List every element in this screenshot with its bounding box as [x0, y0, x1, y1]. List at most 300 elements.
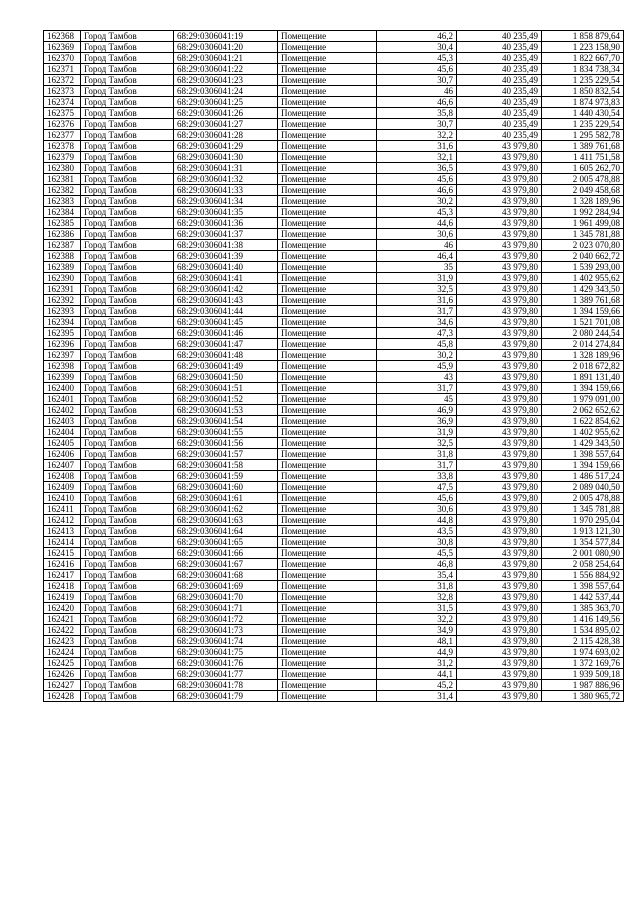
- cell-city: Город Тамбов: [81, 64, 174, 75]
- cell-cadastral-value: 1 429 343,50: [542, 438, 624, 449]
- cell-object-type: Помещение: [278, 603, 377, 614]
- cell-unit-value: 43 979,80: [457, 295, 542, 306]
- cell-cadastral-number: 68:29:0306041:47: [174, 339, 278, 350]
- cell-city: Город Тамбов: [81, 471, 174, 482]
- cell-row-number: 162398: [44, 361, 81, 372]
- table-row: [44, 207, 624, 218]
- cell-row-number: 162408: [44, 471, 81, 482]
- cell-city: Город Тамбов: [81, 581, 174, 592]
- table-row: [44, 581, 624, 592]
- cell-row-number: 162410: [44, 493, 81, 504]
- cell-unit-value: 40 235,49: [457, 53, 542, 64]
- cell-city: Город Тамбов: [81, 185, 174, 196]
- cell-row-number: 162425: [44, 658, 81, 669]
- cell-cadastral-value: 2 062 652,62: [542, 405, 624, 416]
- table-row: [44, 559, 624, 570]
- cell-unit-value: 43 979,80: [457, 152, 542, 163]
- cell-area: 45,9: [377, 361, 457, 372]
- cell-row-number: 162413: [44, 526, 81, 537]
- cell-cadastral-value: 1 440 430,54: [542, 108, 624, 119]
- cell-cadastral-value: 2 001 080,90: [542, 548, 624, 559]
- cell-cadastral-number: 68:29:0306041:71: [174, 603, 278, 614]
- cell-area: 46,6: [377, 97, 457, 108]
- cell-object-type: Помещение: [278, 361, 377, 372]
- cell-row-number: 162427: [44, 680, 81, 691]
- cell-object-type: Помещение: [278, 372, 377, 383]
- cell-cadastral-value: 1 380 965,72: [542, 691, 624, 702]
- cell-city: Город Тамбов: [81, 42, 174, 53]
- table-row: [44, 691, 624, 702]
- table-row: [44, 515, 624, 526]
- cell-unit-value: 40 235,49: [457, 86, 542, 97]
- cell-object-type: Помещение: [278, 240, 377, 251]
- cell-cadastral-number: 68:29:0306041:40: [174, 262, 278, 273]
- cell-object-type: Помещение: [278, 251, 377, 262]
- cell-cadastral-value: 1 992 284,94: [542, 207, 624, 218]
- cell-row-number: 162424: [44, 647, 81, 658]
- cell-cadastral-value: 1 345 781,88: [542, 229, 624, 240]
- cell-city: Город Тамбов: [81, 427, 174, 438]
- cell-area: 30,8: [377, 537, 457, 548]
- cell-cadastral-value: 1 834 738,34: [542, 64, 624, 75]
- cell-cadastral-value: 1 429 343,50: [542, 284, 624, 295]
- cell-area: 45,6: [377, 493, 457, 504]
- cell-object-type: Помещение: [278, 482, 377, 493]
- cell-object-type: Помещение: [278, 669, 377, 680]
- cell-unit-value: 43 979,80: [457, 383, 542, 394]
- cell-city: Город Тамбов: [81, 570, 174, 581]
- cell-cadastral-number: 68:29:0306041:34: [174, 196, 278, 207]
- cell-area: 31,6: [377, 295, 457, 306]
- cell-unit-value: 43 979,80: [457, 174, 542, 185]
- table-row: [44, 625, 624, 636]
- cell-city: Город Тамбов: [81, 559, 174, 570]
- cell-cadastral-value: 1 605 262,70: [542, 163, 624, 174]
- cell-row-number: 162369: [44, 42, 81, 53]
- cell-row-number: 162401: [44, 394, 81, 405]
- cell-row-number: 162390: [44, 273, 81, 284]
- cell-cadastral-number: 68:29:0306041:59: [174, 471, 278, 482]
- table-row: [44, 636, 624, 647]
- cell-unit-value: 43 979,80: [457, 185, 542, 196]
- cell-unit-value: 43 979,80: [457, 339, 542, 350]
- table-row: [44, 504, 624, 515]
- cell-row-number: 162391: [44, 284, 81, 295]
- cell-object-type: Помещение: [278, 141, 377, 152]
- cell-city: Город Тамбов: [81, 141, 174, 152]
- cell-unit-value: 43 979,80: [457, 284, 542, 295]
- cell-area: 45,8: [377, 339, 457, 350]
- cell-cadastral-value: 1 328 189,96: [542, 196, 624, 207]
- cell-city: Город Тамбов: [81, 383, 174, 394]
- cell-city: Город Тамбов: [81, 405, 174, 416]
- cell-area: 34,6: [377, 317, 457, 328]
- cell-area: 32,5: [377, 284, 457, 295]
- table-row: [44, 372, 624, 383]
- cell-cadastral-value: 2 115 428,38: [542, 636, 624, 647]
- cell-row-number: 162426: [44, 669, 81, 680]
- cell-row-number: 162400: [44, 383, 81, 394]
- cell-object-type: Помещение: [278, 548, 377, 559]
- cell-object-type: Помещение: [278, 405, 377, 416]
- cell-object-type: Помещение: [278, 339, 377, 350]
- cell-row-number: 162375: [44, 108, 81, 119]
- cell-object-type: Помещение: [278, 97, 377, 108]
- cell-unit-value: 43 979,80: [457, 526, 542, 537]
- cell-object-type: Помещение: [278, 570, 377, 581]
- cell-cadastral-value: 1 442 537,44: [542, 592, 624, 603]
- cell-area: 31,2: [377, 658, 457, 669]
- cell-cadastral-number: 68:29:0306041:44: [174, 306, 278, 317]
- cell-area: 46: [377, 86, 457, 97]
- cell-object-type: Помещение: [278, 284, 377, 295]
- cell-city: Город Тамбов: [81, 108, 174, 119]
- cell-object-type: Помещение: [278, 493, 377, 504]
- cell-city: Город Тамбов: [81, 614, 174, 625]
- cell-row-number: 162374: [44, 97, 81, 108]
- cell-city: Город Тамбов: [81, 537, 174, 548]
- cell-cadastral-number: 68:29:0306041:48: [174, 350, 278, 361]
- cell-row-number: 162379: [44, 152, 81, 163]
- cell-unit-value: 43 979,80: [457, 603, 542, 614]
- cell-cadastral-value: 1 394 159,66: [542, 306, 624, 317]
- cell-cadastral-number: 68:29:0306041:28: [174, 130, 278, 141]
- cell-unit-value: 43 979,80: [457, 592, 542, 603]
- cell-row-number: 162376: [44, 119, 81, 130]
- table-row: [44, 405, 624, 416]
- cell-unit-value: 43 979,80: [457, 196, 542, 207]
- cell-row-number: 162421: [44, 614, 81, 625]
- table-row: [44, 548, 624, 559]
- cell-row-number: 162418: [44, 581, 81, 592]
- cell-city: Город Тамбов: [81, 416, 174, 427]
- cell-cadastral-number: 68:29:0306041:79: [174, 691, 278, 702]
- table-row: [44, 526, 624, 537]
- cell-unit-value: 43 979,80: [457, 482, 542, 493]
- cell-object-type: Помещение: [278, 31, 377, 42]
- cell-cadastral-value: 1 556 884,92: [542, 570, 624, 581]
- cell-unit-value: 43 979,80: [457, 229, 542, 240]
- cell-row-number: 162412: [44, 515, 81, 526]
- cell-cadastral-value: 1 411 751,58: [542, 152, 624, 163]
- cell-object-type: Помещение: [278, 174, 377, 185]
- cell-unit-value: 43 979,80: [457, 405, 542, 416]
- cell-cadastral-number: 68:29:0306041:19: [174, 31, 278, 42]
- cell-object-type: Помещение: [278, 416, 377, 427]
- cell-unit-value: 40 235,49: [457, 130, 542, 141]
- cell-unit-value: 43 979,80: [457, 141, 542, 152]
- cell-area: 32,1: [377, 152, 457, 163]
- cell-object-type: Помещение: [278, 42, 377, 53]
- cell-row-number: 162411: [44, 504, 81, 515]
- cell-cadastral-value: 1 539 293,00: [542, 262, 624, 273]
- cell-cadastral-value: 1 328 189,96: [542, 350, 624, 361]
- cell-cadastral-number: 68:29:0306041:41: [174, 273, 278, 284]
- table-row: [44, 427, 624, 438]
- cell-cadastral-value: 1 354 577,84: [542, 537, 624, 548]
- table-row: [44, 185, 624, 196]
- cell-unit-value: 40 235,49: [457, 108, 542, 119]
- cell-cadastral-number: 68:29:0306041:53: [174, 405, 278, 416]
- cell-unit-value: 43 979,80: [457, 493, 542, 504]
- cell-row-number: 162403: [44, 416, 81, 427]
- cell-object-type: Помещение: [278, 515, 377, 526]
- cell-unit-value: 43 979,80: [457, 570, 542, 581]
- cell-city: Город Тамбов: [81, 262, 174, 273]
- cell-cadastral-number: 68:29:0306041:21: [174, 53, 278, 64]
- cell-row-number: 162388: [44, 251, 81, 262]
- cell-cadastral-number: 68:29:0306041:66: [174, 548, 278, 559]
- cell-city: Город Тамбов: [81, 240, 174, 251]
- cell-cadastral-number: 68:29:0306041:60: [174, 482, 278, 493]
- cell-cadastral-number: 68:29:0306041:23: [174, 75, 278, 86]
- table-row: [44, 383, 624, 394]
- cell-object-type: Помещение: [278, 306, 377, 317]
- cell-cadastral-number: 68:29:0306041:43: [174, 295, 278, 306]
- cell-area: 36,5: [377, 163, 457, 174]
- cell-area: 45,3: [377, 207, 457, 218]
- table-row: [44, 416, 624, 427]
- cell-cadastral-number: 68:29:0306041:72: [174, 614, 278, 625]
- cell-object-type: Помещение: [278, 53, 377, 64]
- cell-city: Город Тамбов: [81, 460, 174, 471]
- cell-city: Город Тамбов: [81, 603, 174, 614]
- cell-area: 34,9: [377, 625, 457, 636]
- cell-object-type: Помещение: [278, 196, 377, 207]
- cell-area: 32,2: [377, 130, 457, 141]
- cell-area: 30,7: [377, 119, 457, 130]
- table-row: [44, 42, 624, 53]
- table-row: [44, 680, 624, 691]
- cell-cadastral-value: 1 394 159,66: [542, 460, 624, 471]
- cell-object-type: Помещение: [278, 427, 377, 438]
- cell-row-number: 162394: [44, 317, 81, 328]
- cell-city: Город Тамбов: [81, 328, 174, 339]
- cell-area: 32,2: [377, 614, 457, 625]
- cell-cadastral-number: 68:29:0306041:45: [174, 317, 278, 328]
- table-row: [44, 449, 624, 460]
- table-row: [44, 537, 624, 548]
- cell-cadastral-number: 68:29:0306041:57: [174, 449, 278, 460]
- cell-cadastral-number: 68:29:0306041:25: [174, 97, 278, 108]
- table-row: [44, 163, 624, 174]
- cell-area: 44,8: [377, 515, 457, 526]
- cell-object-type: Помещение: [278, 559, 377, 570]
- cell-unit-value: 40 235,49: [457, 64, 542, 75]
- cell-object-type: Помещение: [278, 460, 377, 471]
- cell-cadastral-value: 1 961 499,08: [542, 218, 624, 229]
- cell-cadastral-number: 68:29:0306041:26: [174, 108, 278, 119]
- cell-unit-value: 43 979,80: [457, 427, 542, 438]
- table-row: [44, 493, 624, 504]
- cell-cadastral-value: 1 874 973,83: [542, 97, 624, 108]
- cell-area: 30,2: [377, 350, 457, 361]
- table-row: [44, 196, 624, 207]
- cell-cadastral-number: 68:29:0306041:58: [174, 460, 278, 471]
- cell-area: 45,2: [377, 680, 457, 691]
- cell-object-type: Помещение: [278, 262, 377, 273]
- cell-area: 32,5: [377, 438, 457, 449]
- cell-row-number: 162377: [44, 130, 81, 141]
- cell-cadastral-value: 1 235 229,54: [542, 119, 624, 130]
- cell-area: 46,2: [377, 31, 457, 42]
- cell-cadastral-value: 1 389 761,68: [542, 141, 624, 152]
- table-row: [44, 438, 624, 449]
- table-row: [44, 658, 624, 669]
- cell-city: Город Тамбов: [81, 493, 174, 504]
- cell-unit-value: 43 979,80: [457, 394, 542, 405]
- cell-area: 31,7: [377, 383, 457, 394]
- cell-unit-value: 40 235,49: [457, 31, 542, 42]
- cell-area: 46,9: [377, 405, 457, 416]
- cell-area: 46: [377, 240, 457, 251]
- table-row: [44, 262, 624, 273]
- cell-object-type: Помещение: [278, 658, 377, 669]
- cell-area: 47,3: [377, 328, 457, 339]
- cell-area: 30,2: [377, 196, 457, 207]
- cell-city: Город Тамбов: [81, 273, 174, 284]
- table-row: [44, 295, 624, 306]
- cell-unit-value: 40 235,49: [457, 119, 542, 130]
- cell-cadastral-number: 68:29:0306041:70: [174, 592, 278, 603]
- cell-cadastral-value: 1 850 832,54: [542, 86, 624, 97]
- cell-row-number: 162415: [44, 548, 81, 559]
- cell-row-number: 162395: [44, 328, 81, 339]
- cell-city: Город Тамбов: [81, 317, 174, 328]
- table-row: [44, 97, 624, 108]
- cell-row-number: 162407: [44, 460, 81, 471]
- cell-area: 30,6: [377, 504, 457, 515]
- cell-cadastral-number: 68:29:0306041:65: [174, 537, 278, 548]
- cell-row-number: 162399: [44, 372, 81, 383]
- cell-cadastral-number: 68:29:0306041:77: [174, 669, 278, 680]
- cell-unit-value: 43 979,80: [457, 273, 542, 284]
- cell-city: Город Тамбов: [81, 669, 174, 680]
- cell-city: Город Тамбов: [81, 53, 174, 64]
- cell-cadastral-number: 68:29:0306041:78: [174, 680, 278, 691]
- cell-cadastral-value: 2 058 254,64: [542, 559, 624, 570]
- cell-cadastral-value: 1 402 955,62: [542, 427, 624, 438]
- cell-cadastral-number: 68:29:0306041:67: [174, 559, 278, 570]
- cell-area: 46,6: [377, 185, 457, 196]
- cell-unit-value: 43 979,80: [457, 372, 542, 383]
- cell-object-type: Помещение: [278, 449, 377, 460]
- cell-row-number: 162420: [44, 603, 81, 614]
- cell-city: Город Тамбов: [81, 647, 174, 658]
- cell-cadastral-number: 68:29:0306041:56: [174, 438, 278, 449]
- cell-cadastral-number: 68:29:0306041:75: [174, 647, 278, 658]
- cell-object-type: Помещение: [278, 119, 377, 130]
- cell-cadastral-value: 1 979 091,00: [542, 394, 624, 405]
- cell-object-type: Помещение: [278, 394, 377, 405]
- cell-row-number: 162396: [44, 339, 81, 350]
- cell-object-type: Помещение: [278, 504, 377, 515]
- cell-object-type: Помещение: [278, 592, 377, 603]
- cell-unit-value: 43 979,80: [457, 240, 542, 251]
- cell-cadastral-number: 68:29:0306041:69: [174, 581, 278, 592]
- cell-city: Город Тамбов: [81, 229, 174, 240]
- cell-row-number: 162370: [44, 53, 81, 64]
- cell-cadastral-value: 1 858 879,64: [542, 31, 624, 42]
- cell-area: 31,6: [377, 141, 457, 152]
- cell-city: Город Тамбов: [81, 306, 174, 317]
- cell-area: 43: [377, 372, 457, 383]
- cell-area: 31,4: [377, 691, 457, 702]
- cell-city: Город Тамбов: [81, 515, 174, 526]
- cell-row-number: 162423: [44, 636, 81, 647]
- cell-area: 44,6: [377, 218, 457, 229]
- cell-object-type: Помещение: [278, 152, 377, 163]
- cell-object-type: Помещение: [278, 273, 377, 284]
- cell-row-number: 162385: [44, 218, 81, 229]
- cell-cadastral-value: 2 080 244,54: [542, 328, 624, 339]
- cell-unit-value: 43 979,80: [457, 658, 542, 669]
- cell-row-number: 162402: [44, 405, 81, 416]
- cell-row-number: 162392: [44, 295, 81, 306]
- cell-cadastral-value: 1 987 886,96: [542, 680, 624, 691]
- cell-row-number: 162372: [44, 75, 81, 86]
- cell-area: 44,9: [377, 647, 457, 658]
- cadastral-value-table: [43, 30, 624, 702]
- cell-city: Город Тамбов: [81, 207, 174, 218]
- cell-row-number: 162393: [44, 306, 81, 317]
- cell-cadastral-number: 68:29:0306041:33: [174, 185, 278, 196]
- cell-cadastral-value: 1 385 363,70: [542, 603, 624, 614]
- cell-area: 30,4: [377, 42, 457, 53]
- table-row: [44, 119, 624, 130]
- table-row: [44, 273, 624, 284]
- cell-cadastral-value: 2 089 040,50: [542, 482, 624, 493]
- cell-cadastral-number: 68:29:0306041:50: [174, 372, 278, 383]
- cell-city: Город Тамбов: [81, 625, 174, 636]
- cell-cadastral-value: 1 402 955,62: [542, 273, 624, 284]
- cell-cadastral-value: 2 014 274,84: [542, 339, 624, 350]
- cell-city: Город Тамбов: [81, 75, 174, 86]
- cell-area: 33,8: [377, 471, 457, 482]
- cell-area: 45: [377, 394, 457, 405]
- cell-object-type: Помещение: [278, 581, 377, 592]
- table-row: [44, 64, 624, 75]
- cell-area: 30,7: [377, 75, 457, 86]
- cell-cadastral-number: 68:29:0306041:36: [174, 218, 278, 229]
- cell-cadastral-number: 68:29:0306041:22: [174, 64, 278, 75]
- cell-object-type: Помещение: [278, 471, 377, 482]
- cell-object-type: Помещение: [278, 163, 377, 174]
- table-row: [44, 152, 624, 163]
- cell-cadastral-value: 1 398 557,64: [542, 449, 624, 460]
- cell-cadastral-number: 68:29:0306041:55: [174, 427, 278, 438]
- table-row: [44, 471, 624, 482]
- cell-cadastral-number: 68:29:0306041:64: [174, 526, 278, 537]
- cell-unit-value: 43 979,80: [457, 581, 542, 592]
- cell-cadastral-value: 2 040 662,72: [542, 251, 624, 262]
- cell-object-type: Помещение: [278, 64, 377, 75]
- cell-object-type: Помещение: [278, 383, 377, 394]
- cell-cadastral-value: 1 622 854,62: [542, 416, 624, 427]
- cell-city: Город Тамбов: [81, 251, 174, 262]
- cell-cadastral-value: 2 005 478,88: [542, 174, 624, 185]
- cell-object-type: Помещение: [278, 185, 377, 196]
- cell-area: 31,8: [377, 581, 457, 592]
- cell-cadastral-value: 1 521 701,08: [542, 317, 624, 328]
- cell-object-type: Помещение: [278, 526, 377, 537]
- cell-cadastral-value: 1 295 582,78: [542, 130, 624, 141]
- cell-area: 32,8: [377, 592, 457, 603]
- cell-row-number: 162405: [44, 438, 81, 449]
- table-row: [44, 339, 624, 350]
- cell-row-number: 162419: [44, 592, 81, 603]
- cell-unit-value: 40 235,49: [457, 42, 542, 53]
